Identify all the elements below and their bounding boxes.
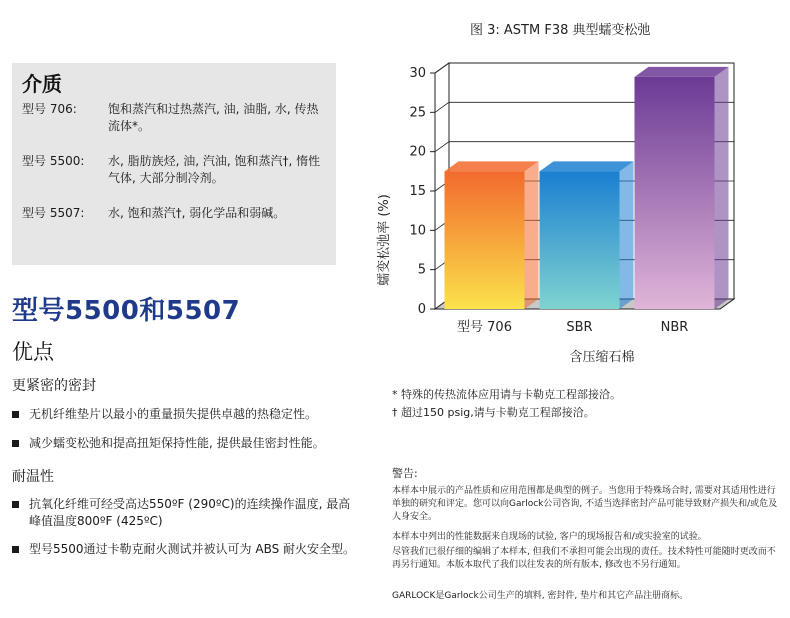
bar-1 [445,171,525,309]
y-axis-label: 蠕变松弛率 (%) [377,194,392,286]
media-row-5500 [22,153,326,187]
y-tick-label: 20 [409,144,426,160]
chart-title: 图 3: ASTM F38 典型蠕变松弛 [470,23,651,38]
media-value: 水, 饱和蒸汽†, 弱化学品和弱碱。 [108,206,286,220]
y-tick-label: 10 [409,223,426,239]
bullet-text: 无机纤维垫片以最小的重量损失提供卓越的热稳定性。 [29,407,318,421]
media-label: 型号 706: [22,102,77,116]
x-tick-label: SBR [566,320,593,335]
bullet-text: 型号5500通过卡勒克耐火测试并被认可为 ABS 耐火安全型。 [29,542,356,556]
bullet-text: 减少蠕变松弛和提高扭矩保持性能, 提供最佳密封性能。 [29,436,325,450]
bullet-item [12,496,362,530]
bullet-square-icon [12,440,19,447]
footnote: † 超过150 psig,请与卡勒克工程部接洽。 [392,406,595,419]
bar-1-top [445,161,539,171]
media-label: 型号 5500: [22,154,85,168]
media-value: 水, 脂肪族烃, 油, 汽油, 饱和蒸汽†, 惰性气体, 大部分制冷剂。 [108,154,321,185]
bar-2 [540,171,620,309]
bar-3-side [715,67,729,309]
media-value: 饱和蒸汽和过热蒸汽, 油, 油脂, 水, 传热流体*。 [108,102,319,133]
bar-2-side [620,161,634,309]
warning-paragraph: GARLOCK是Garlock公司生产的填料, 密封件, 垫片和其它产品注册商标。 [392,591,689,601]
media-panel [12,63,336,265]
x-axis-label: 含压缩石棉 [569,350,635,365]
bullet-item [12,406,362,423]
models-heading: 型号5500和5507 [12,296,241,326]
bullet-square-icon [12,501,19,508]
section-heading: 更紧密的密封 [12,378,96,394]
media-row-5507 [22,205,326,222]
footnote: * 特殊的传热流体应用请与卡勒克工程部接洽。 [392,388,621,401]
bullet-item [12,541,362,558]
warning-title: 警告: [392,467,418,480]
y-tick-label: 0 [417,302,426,317]
x-tick-label: 型号 706 [457,320,512,335]
bullet-item [12,435,362,452]
x-tick-label: NBR [660,320,689,335]
media-title: 介质 [22,72,62,96]
y-tick-label: 5 [417,262,426,278]
bar-2-top [540,161,634,171]
warning-paragraph: 尽管我们已很仔细的编辑了本样本, 但我们不承担可能会出现的责任。技术特性可能随时更改而不再另行通知。本版本取代了我们以往发表的所有版本, 修改也不另行通知。 [392,547,776,570]
bar-3-top [635,67,729,77]
warning-paragraph: 本样本中列出的性能数据来自现场的试验, 客户的现场报告和/或实验室的试验。 [392,532,707,542]
y-tick-label: 15 [409,184,426,199]
media-row-706 [22,101,326,135]
bar-1-side [525,161,539,309]
bullet-square-icon [12,546,19,553]
section-heading: 耐温性 [12,469,54,485]
bullet-square-icon [12,411,19,418]
y-tick-label: 25 [409,105,426,121]
y-tick-label: 30 [409,66,426,81]
creep-relaxation-chart [370,55,780,375]
bullet-text: 抗氧化纤维可经受高达550ºF (290ºC)的连续操作温度, 最高峰值温度800ºF (425ºC) [29,497,351,528]
bar-3 [635,77,715,309]
media-label: 型号 5507: [22,206,85,220]
advantages-title: 优点 [12,340,54,364]
warning-paragraph: 本样本中展示的产品性质和应用范围都是典型的例子。当您用于特殊场合时, 需要对其适用性进行单独的研究和评定。您可以向Garlock公司咨询, 不适当选择密封产品可能导致财产损失和/或危及人身安全。 [392,486,778,522]
